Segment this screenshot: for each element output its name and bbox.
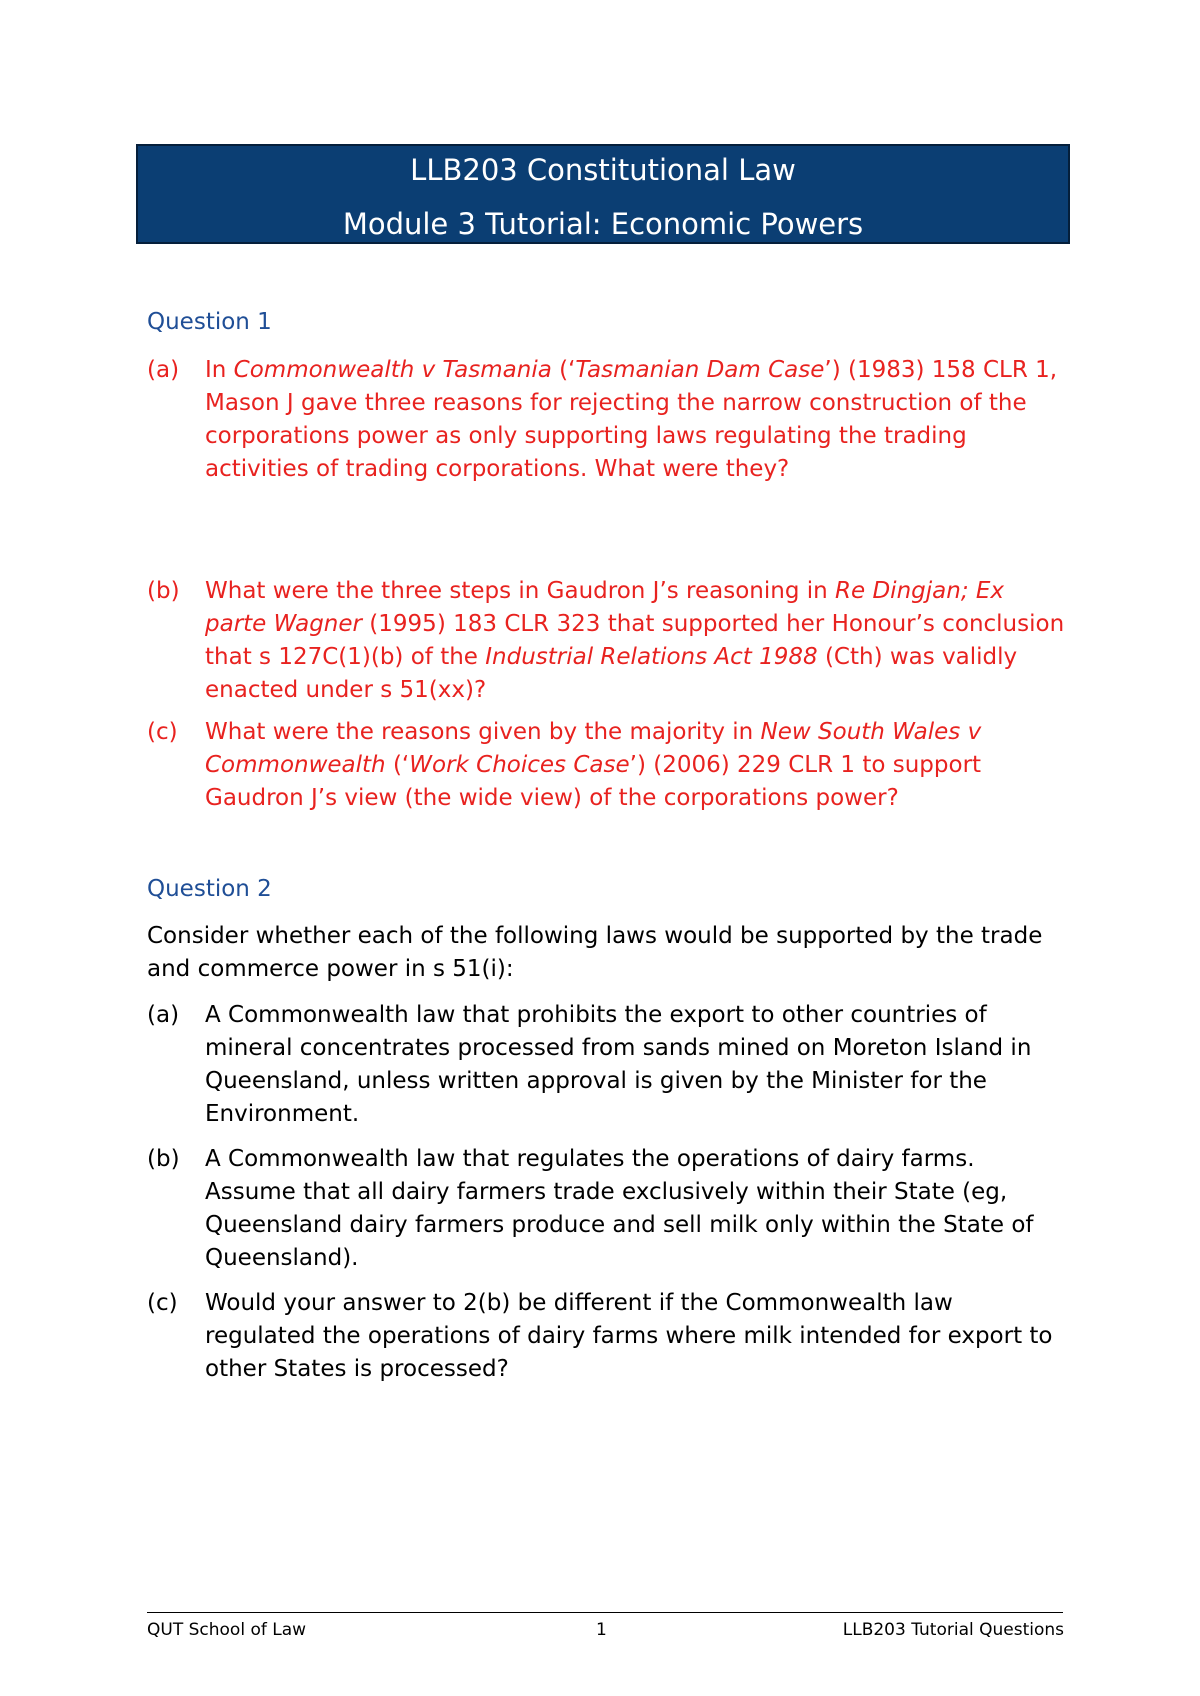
item-text: What were the reasons given by the majority in New South Wales v Commonwealth (‘Work Choices Case’) (2006) 229 CLR 1 to support Gaudron J’s view (the wide view) of the corporations power? (205, 719, 982, 811)
question-2c (147, 1287, 1067, 1386)
item-text: A Commonwealth law that regulates the operations of dairy farms. Assume that all dairy farmers trade exclusively within their State (eg, Queensland dairy farmers produce and sell milk only within the State of Queensland). (205, 1146, 1034, 1271)
footer-school: QUT School of Law (147, 1620, 307, 1640)
question-2-intro: Consider whether each of the following laws would be supported by the trade and commerce power in s 51(i): (147, 923, 1043, 982)
item-label: (c) (147, 1290, 178, 1316)
footer-page-number: 1 (596, 1620, 607, 1640)
item-text: In Commonwealth v Tasmania (‘Tasmanian Dam Case’) (1983) 158 CLR 1, Mason J gave three reasons for rejecting the narrow construction of the corporations power as only supporting laws regulating the trading activities of trading corporations. What were they? (205, 357, 1058, 482)
item-label: (a) (147, 1002, 180, 1028)
item-label: (b) (147, 1146, 180, 1172)
question-1a (147, 354, 1067, 486)
question-2a (147, 999, 1067, 1131)
item-text: A Commonwealth law that prohibits the export to other countries of mineral concentrates processed from sands mined on Moreton Island in Queensland, unless written approval is given by the Minister for the Environment. (205, 1002, 1032, 1127)
question-2b (147, 1143, 1067, 1275)
item-text: What were the three steps in Gaudron J’s reasoning in Re Dingjan; Ex parte Wagner (1995) 183 CLR 323 that supported her Honour’s conclusion that s 127C(1)(b) of the Industrial Relations Act 1988 (Cth) was validly enacted under s 51(xx)? (205, 578, 1065, 703)
title-banner (136, 144, 1070, 244)
question-1b (147, 575, 1067, 707)
footer-doc-title: LLB203 Tutorial Questions (842, 1620, 1064, 1640)
item-label: (c) (147, 719, 178, 745)
question-1-heading: Question 1 (147, 309, 272, 335)
footer-divider (147, 1612, 1063, 1613)
item-label: (b) (147, 578, 180, 604)
question-1c (147, 716, 1067, 815)
module-title: Module 3 Tutorial: Economic Powers (342, 207, 864, 241)
item-text: Would your answer to 2(b) be different if the Commonwealth law regulated the operations of dairy farms where milk intended for export to other States is processed? (205, 1290, 1053, 1382)
question-2-heading: Question 2 (147, 876, 272, 902)
course-title: LLB203 Constitutional Law (410, 153, 796, 187)
item-label: (a) (147, 357, 180, 383)
